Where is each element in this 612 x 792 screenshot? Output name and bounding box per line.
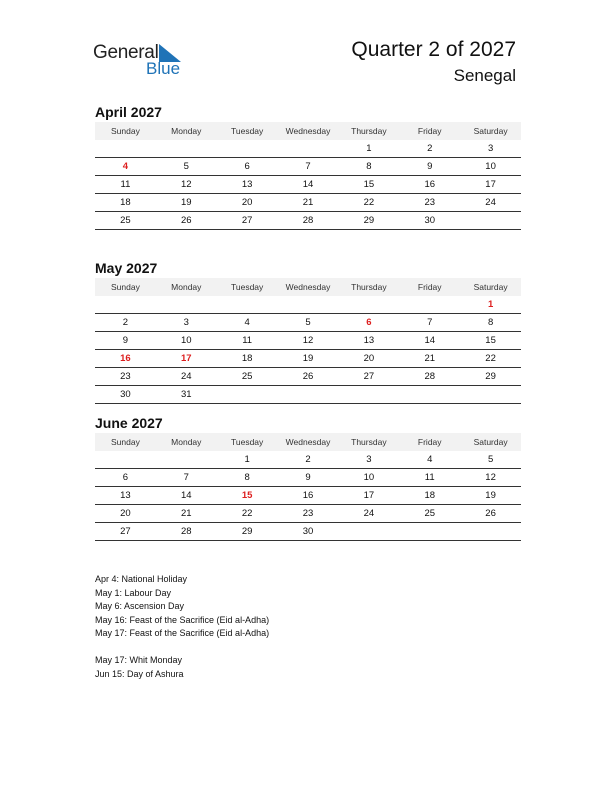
weeks [95, 140, 521, 230]
day-cell: 29 [241, 526, 253, 537]
day-header: Sunday [111, 437, 140, 447]
day-header: Friday [417, 437, 442, 447]
day-cell: 8 [487, 317, 494, 328]
day-cell: 1 [244, 454, 250, 465]
day-cell: 12 [485, 472, 496, 483]
day-cell: 29 [485, 371, 496, 382]
day-cell: 2 [305, 454, 311, 465]
month-april [95, 102, 521, 230]
day-cell: 24 [181, 371, 192, 382]
day-cell [278, 140, 339, 157]
day-cell: 28 [181, 526, 192, 537]
day-cell: 5 [183, 161, 189, 172]
day-cell: 19 [485, 490, 496, 501]
day-cell: 14 [181, 490, 192, 501]
day-cell: 16 [120, 353, 131, 364]
day-cell: 5 [305, 317, 311, 328]
day-header: Friday [417, 126, 442, 136]
day-cell: 12 [302, 335, 314, 346]
month-title: April 2027 [95, 104, 162, 120]
day-cell: 18 [424, 490, 436, 501]
day-cell: 17 [181, 353, 192, 364]
day-cell: 9 [122, 335, 129, 346]
day-cell: 11 [120, 179, 131, 190]
day-header: Sunday [111, 282, 140, 292]
day-cell: 7 [183, 472, 189, 483]
day-cell: 9 [427, 161, 433, 172]
day-cell: 16 [424, 179, 436, 190]
day-cell: 26 [181, 215, 192, 226]
day-cell: 23 [424, 197, 436, 208]
day-header-row [95, 278, 521, 296]
month-title: June 2027 [95, 415, 163, 431]
day-cell: 19 [181, 197, 192, 208]
day-cell: 11 [242, 335, 253, 346]
weeks [95, 296, 521, 404]
day-cell: 21 [302, 197, 314, 208]
day-cell: 15 [363, 179, 375, 190]
day-cell: 6 [122, 472, 129, 483]
holiday-note: May 17: Whit Monday [95, 655, 183, 665]
day-header: Monday [171, 126, 202, 136]
day-cell: 6 [244, 161, 250, 172]
holiday-note: May 1: Labour Day [95, 587, 172, 598]
day-cell: 15 [485, 335, 496, 346]
day-header: Tuesday [231, 437, 264, 447]
holiday-notes [95, 573, 269, 681]
week-row [95, 314, 521, 332]
day-cell: 15 [241, 490, 253, 501]
day-cell: 20 [241, 197, 253, 208]
day-cell: 27 [120, 526, 131, 537]
day-header-row [95, 433, 521, 451]
day-cell: 1 [366, 143, 372, 154]
day-header: Wednesday [285, 282, 331, 292]
day-cell: 12 [181, 179, 192, 190]
day-cell: 18 [120, 197, 131, 208]
day-cell [217, 296, 278, 313]
country-name: Senegal [453, 66, 516, 85]
day-cell: 3 [366, 454, 372, 465]
week-row [95, 505, 521, 523]
week-row [95, 140, 521, 158]
day-cell: 7 [305, 161, 311, 172]
notes-group-1 [95, 573, 269, 641]
holiday-note: May 6: Ascension Day [95, 601, 185, 611]
day-cell [278, 296, 339, 313]
day-cell: 29 [363, 215, 375, 226]
day-cell: 21 [424, 353, 436, 364]
day-cell [278, 386, 339, 403]
day-header: Tuesday [231, 126, 264, 136]
day-header: Monday [171, 282, 202, 292]
day-cell: 13 [363, 335, 375, 346]
week-row [95, 487, 521, 505]
day-cell: 23 [120, 371, 131, 382]
holiday-note: Jun 15: Day of Ashura [95, 668, 184, 679]
day-cell [338, 523, 399, 540]
week-row [95, 296, 521, 314]
day-cell: 18 [241, 353, 253, 364]
day-cell: 3 [487, 143, 494, 154]
day-cell: 4 [427, 454, 433, 465]
day-cell: 22 [485, 353, 496, 364]
day-cell [95, 140, 156, 157]
day-cell [156, 140, 217, 157]
logo [93, 40, 193, 80]
week-row [95, 158, 521, 176]
day-cell: 13 [120, 490, 131, 501]
day-header-row [95, 122, 521, 140]
week-row [95, 176, 521, 194]
day-cell [338, 296, 399, 313]
day-cell: 30 [120, 389, 131, 400]
day-cell [460, 212, 521, 229]
day-cell: 11 [424, 472, 435, 483]
day-cell: 30 [424, 215, 436, 226]
day-cell: 25 [241, 371, 253, 382]
day-cell: 3 [183, 317, 189, 328]
weeks [95, 451, 521, 541]
notes-group-2 [95, 654, 269, 681]
day-cell: 4 [244, 317, 250, 328]
day-cell: 8 [244, 472, 250, 483]
day-cell: 8 [366, 161, 372, 172]
day-cell: 28 [424, 371, 436, 382]
day-header: Thursday [351, 126, 387, 136]
day-cell [399, 386, 460, 403]
month-june [95, 413, 521, 541]
day-header: Thursday [351, 437, 387, 447]
day-cell: 14 [424, 335, 436, 346]
day-cell: 20 [363, 353, 375, 364]
week-row [95, 368, 521, 386]
day-cell: 4 [122, 161, 129, 172]
holiday-note: May 17: Feast of the Sacrifice (Eid al-Adha) [95, 628, 270, 638]
week-row [95, 194, 521, 212]
week-row [95, 212, 521, 230]
day-cell: 27 [241, 215, 253, 226]
month-may [95, 258, 521, 404]
day-cell [217, 140, 278, 157]
day-cell [460, 386, 521, 403]
day-cell [460, 523, 521, 540]
day-cell: 2 [122, 317, 129, 328]
day-header: Thursday [351, 282, 387, 292]
week-row [95, 386, 521, 404]
day-cell: 1 [487, 299, 494, 310]
day-cell: 21 [181, 508, 192, 519]
day-cell: 6 [366, 317, 372, 328]
day-cell [399, 523, 460, 540]
day-cell: 22 [241, 508, 253, 519]
day-cell [95, 296, 156, 313]
week-row [95, 523, 521, 541]
holiday-note: May 16: Feast of the Sacrifice (Eid al-Adha) [95, 614, 270, 625]
day-cell: 17 [363, 490, 375, 501]
day-cell: 14 [302, 179, 314, 190]
logo-text-blue: Blue [146, 59, 181, 78]
week-row [95, 451, 521, 469]
day-cell [399, 296, 460, 313]
day-cell: 20 [120, 508, 131, 519]
day-cell: 10 [485, 161, 496, 172]
day-cell: 5 [487, 454, 494, 465]
day-cell: 31 [181, 389, 192, 400]
week-row [95, 469, 521, 487]
day-cell: 10 [181, 335, 192, 346]
day-cell: 22 [363, 197, 375, 208]
day-cell [156, 296, 217, 313]
day-cell: 25 [424, 508, 436, 519]
month-title: May 2027 [95, 260, 158, 276]
day-header: Saturday [473, 126, 508, 136]
day-cell: 25 [120, 215, 131, 226]
day-cell [338, 386, 399, 403]
day-header: Wednesday [285, 437, 331, 447]
day-header: Friday [417, 282, 442, 292]
day-cell: 2 [427, 143, 433, 154]
day-header: Saturday [473, 282, 508, 292]
day-cell: 17 [485, 179, 496, 190]
day-cell: 26 [485, 508, 496, 519]
day-cell: 16 [302, 490, 314, 501]
day-cell: 24 [485, 197, 496, 208]
day-cell: 27 [363, 371, 375, 382]
day-header: Tuesday [231, 282, 264, 292]
day-cell [95, 451, 156, 468]
day-cell: 28 [302, 215, 314, 226]
day-header: Sunday [111, 126, 140, 136]
day-cell: 24 [363, 508, 375, 519]
day-cell: 7 [427, 317, 433, 328]
week-row [95, 332, 521, 350]
day-cell: 19 [302, 353, 314, 364]
page-title: Quarter 2 of 2027 [351, 38, 516, 61]
day-header: Wednesday [285, 126, 331, 136]
day-cell: 26 [302, 371, 314, 382]
day-header: Monday [171, 437, 202, 447]
day-cell: 30 [302, 526, 314, 537]
day-cell: 23 [302, 508, 314, 519]
day-cell: 10 [363, 472, 375, 483]
week-row [95, 350, 521, 368]
day-cell [217, 386, 278, 403]
logo-text-general: General [93, 42, 159, 63]
day-header: Saturday [473, 437, 508, 447]
holiday-note: Apr 4: National Holiday [95, 574, 188, 584]
day-cell: 13 [241, 179, 253, 190]
day-cell [156, 451, 217, 468]
day-cell: 9 [305, 472, 311, 483]
